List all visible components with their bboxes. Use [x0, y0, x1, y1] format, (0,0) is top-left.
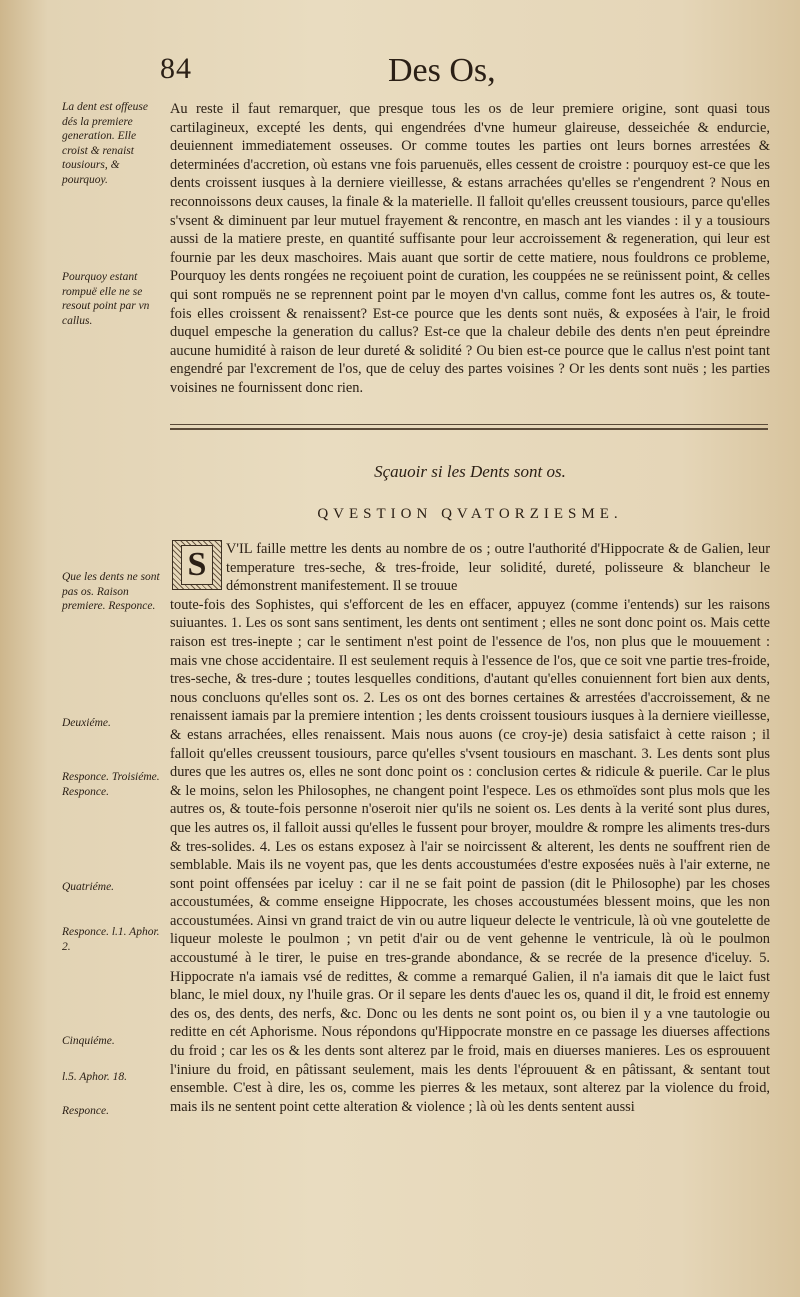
drop-cap-letter: S	[181, 545, 213, 585]
margin-note: Pourquoy estant rompuë elle ne se resout point par vn callus.	[62, 271, 150, 327]
margin-note: Responce.	[62, 1105, 109, 1117]
margin-note: Responce. l.1. Aphor. 2.	[62, 926, 160, 953]
running-title: Des Os,	[388, 52, 496, 89]
question-heading: QVESTION QVATORZIESME.	[317, 506, 623, 522]
margin-note: Que les dents ne sont pas os. Raison premiere. Responce.	[62, 571, 160, 613]
margin-note: Deuxiéme.	[62, 717, 111, 729]
paragraph-text: toute-fois des Sophistes, qui s'efforcent de les en effacer, appuyez (comme i'entends) sur les raisons suiuantes. 1. Les os sont sans sentiment, les dents ont sentiment ; elles ne sont donc point os. Mais cette raison est tres-inepte ; car le sentiment n'est point de l'essence de l'os, non plus que le mouuement : mais vne chose accidentaire. Il est seulement requis à l'essence de l'os, que ce soit vne partie tres-froide, tres-seche, & tres-dure ; toutes lesquelles conditions, d'autant qu'elles conuiennent fort bien aux dents, nous concluons qu'elles sont os. 2. Les os ont des bornes certaines & arrestées d'accroissement, & ne renaissent iamais par la premiere intention ; les dents croissent tousiours iusques à la derniere vieillesse, & estans arrachées, elles renaissent. Mais nous auons (ce croy-je) desia satisfaict à cette raison ; il falloit qu'elles creussent tousiours, parce qu'elles s'vsent tousiours en maschant. 3. Les dents sont plus dures que les autres os, elles ne sont donc point os : conclusion certes & ridicule & puerile. Car le plus & le moins, selon les Philosophes, ne changent point l'espece. Les os ethmoïdes sont plus mols que les autres os, & toute-fois personne n'oseroit nier qu'ils ne soient os. Les dents à la verité sont plus dures, que les autres os, il falloit aussi qu'elles le fussent pour broyer, mouldre & rompre les aliments tres-durs & tres-solides. 4. Les os estans exposez à l'air se noircissent & alterent, les dents ne souffrent rien de semblable. Mais ils ne voyent pas, que les dents accoustumées d'estre exposées nuës à l'air externe, ne sont point offensées par iceluy : car il ne se fait point de passion (dit le Philosophe) par les choses accoustumées, & comme enseigne Hippocrate, les choses accoustumées blessent moins, que les non accoustumées. Ainsi vn grand traict de vin ou autre liqueur delecte le ventricule, là où vne goutelette de liqueur moleste le poulmon ; vn petit d'air ou de vent gehenne le ventricule, là où le poulmon accoustumé à le tirer, le puise en tres-grande abondance, & se recrée de la presence d'iceluy. 5. Hippocrate n'a iamais vsé de redittes, & comme a remarqué Galien, il n'a iamais dit que le laict fust blanc, le miel doux, ny l'huile gras. Or il separe les dents d'auec les os, quand il dit, le froid est ennemy des os, des dents, des nerfs, &c. Donc ou les dents ne sont point os, ou bien il y a vne tautologie ou reditte en cét Aphorisme. Nous répondons qu'Hippocrate monstre en ce passage les diuerses affections du froid ; car les os & les dents sont alterez par le froid, mais en diuerses manieres. Les os esprouuent l'iniure du froid, en pâtissant seulement, mais les dents l'éprouuent & en pâtissant, & sentant tout ensemble. C'est à dire, les os, comme les pierres & les metaux, sont alterez par la violence du froid, mais ils ne sentent point cette alteration & violence ; là où les dents sentent aussi	[170, 596, 770, 1115]
body-paragraph-2	[170, 540, 770, 1116]
margin-note: Quatriéme.	[62, 881, 115, 893]
margin-note: l.5. Aphor. 18.	[62, 1071, 127, 1083]
margin-note: Cinquiéme.	[62, 1035, 115, 1047]
margin-note: Responce. Troisiéme. Responce.	[62, 771, 160, 798]
margin-note: La dent est offeuse dés la premiere generation. Elle croist & renaist tousiours, & pourquoy.	[62, 101, 148, 186]
body-paragraph-1	[170, 100, 770, 398]
divider-thin	[170, 424, 768, 425]
paragraph-opening: V'IL faille mettre les dents au nombre de os ; outre l'authorité d'Hippocrate & de Galien, leur temperature tres-seche, & tres-froide, leur solidité, dureté, polisseure & blancheur le démonstrent manifestement. Il se trouue	[226, 541, 770, 595]
paragraph-text: Au reste il faut remarquer, que presque tous les os de leur premiere origine, sont quasi tous cartilagineux, excepté les dents, qui engendrées d'vne humeur glaireuse, desseichée & endurcie, deuiennent immediatement osseuses. Or comme toutes les parties ont leurs bornes arrestées & determinées d'accretion, où estans vne fois paruenuës, elles cessent de croistre : pourquoy est-ce que les dents croissent iusques à la derniere vieillesse, & estans arrachées qu'elles se r'engendrent ? Nous en reconnoissons deux causes, la finale & la materielle. Il falloit qu'elles creussent tousiours, parce qu'elles s'vsent & diminuent par leur mutuel frayement & rencontre, en masch ant les viandes : il y a tousiours aussi de la matiere preste, en quantité suffisante pour leur accroissement & regeneration, qui leur est fournie par les deux maschoires. Mais auant que sortir de cette matiere, nous fouldrons ce probleme, Pourquoy les dents rongées ne reçoiuent point de curation, les couppées ne se reünissent point, & celles qui sont rompuës ne se reprennent point par le moyen d'vn callus, comme font les autres os, & toute-fois elles croissent & renaissent? Est-ce pource que les dents sont nuës, & exposées à l'air, le froid duquel empesche la generation du callus? Est-ce que la chaleur debile des dents n'en peut épreindre aucune humidité à raison de leur dureté & solidité ? Ou bien est-ce pource que le callus n'est point tant engendré par l'excrement de l'os, que de celuy des partes voisines ? Or les dents sont nuës ; les parties voisines ne fournissent donc rien.	[170, 101, 770, 396]
section-title: Sçauoir si les Dents sont os.	[374, 462, 566, 481]
margin-notes	[62, 0, 162, 1297]
page-number: 84	[160, 52, 192, 85]
divider-thick	[170, 428, 768, 430]
